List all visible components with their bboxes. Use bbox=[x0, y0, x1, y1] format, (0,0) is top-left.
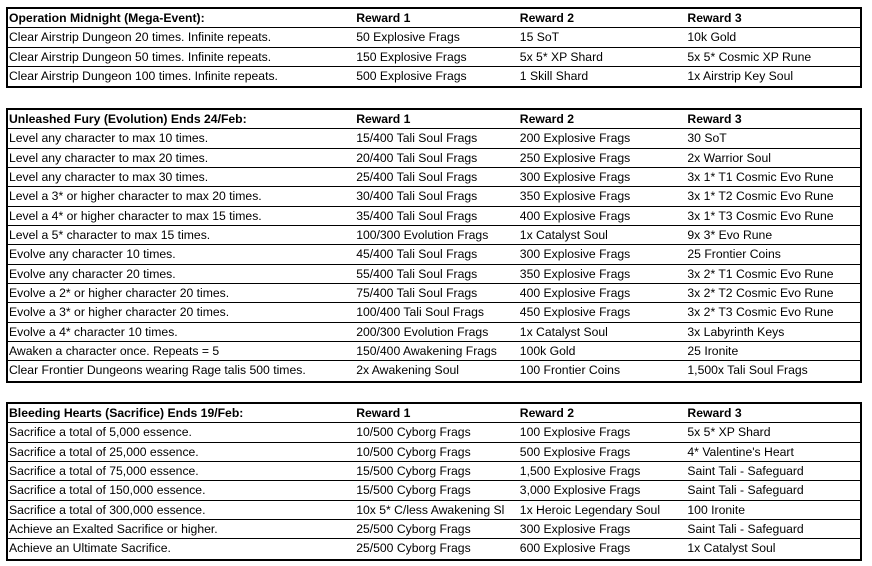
reward-cell: 45/400 Tali Soul Frags bbox=[356, 247, 478, 262]
task-cell: Level a 3* or higher character to max 20 times. bbox=[9, 189, 262, 204]
reward-cell: 450 Explosive Frags bbox=[519, 305, 631, 320]
reward-cell: 1 Skill Shard bbox=[519, 69, 589, 84]
reward-cell: Saint Tali - Safeguard bbox=[687, 464, 804, 479]
reward-cell: 25 Frontier Coins bbox=[687, 247, 781, 262]
reward-cell: 75/400 Tali Soul Frags bbox=[356, 286, 478, 301]
table-row bbox=[8, 539, 860, 558]
task-cell: Clear Frontier Dungeons wearing Rage talis 500 times. bbox=[9, 363, 306, 378]
reward-cell: 600 Explosive Frags bbox=[519, 541, 631, 556]
reward-cell: 35/400 Tali Soul Frags bbox=[356, 208, 478, 223]
reward-cell: 1x Airstrip Key Soul bbox=[687, 69, 794, 84]
reward-cell: 15/400 Tali Soul Frags bbox=[356, 131, 478, 146]
reward-cell: 100k Gold bbox=[519, 344, 576, 359]
reward-cell: 250 Explosive Frags bbox=[519, 150, 631, 165]
reward-cell: 10/500 Cyborg Frags bbox=[356, 425, 471, 440]
reward-column-header: Reward 1 bbox=[356, 11, 411, 25]
table-row bbox=[8, 303, 860, 322]
reward-cell: Saint Tali - Safeguard bbox=[687, 483, 804, 498]
reward-cell: 3x 1* T1 Cosmic Evo Rune bbox=[687, 170, 834, 185]
task-cell: Clear Airstrip Dungeon 20 times. Infinite repeats. bbox=[9, 30, 272, 45]
table-header-row bbox=[8, 404, 860, 423]
reward-cell: 3x 2* T1 Cosmic Evo Rune bbox=[687, 266, 834, 281]
table-row bbox=[8, 520, 860, 539]
task-cell: Level any character to max 20 times. bbox=[9, 150, 209, 165]
reward-cell: 30 SoT bbox=[687, 131, 727, 146]
task-cell: Achieve an Exalted Sacrifice or higher. bbox=[9, 522, 218, 537]
reward-cell: Saint Tali - Safeguard bbox=[687, 522, 804, 537]
reward-cell: 10k Gold bbox=[687, 30, 737, 45]
reward-cell: 3x 1* T3 Cosmic Evo Rune bbox=[687, 208, 834, 223]
reward-cell: 3x 2* T3 Cosmic Evo Rune bbox=[687, 305, 834, 320]
table-row bbox=[8, 226, 860, 245]
reward-cell: 150/400 Awakening Frags bbox=[356, 344, 497, 359]
section-title: Unleashed Fury (Evolution) Ends 24/Feb: bbox=[9, 112, 247, 126]
section-title: Operation Midnight (Mega-Event): bbox=[9, 11, 205, 25]
reward-cell: 200/300 Evolution Frags bbox=[356, 324, 489, 339]
reward-cell: 100 Ironite bbox=[687, 502, 745, 517]
reward-cell: 300 Explosive Frags bbox=[519, 522, 631, 537]
reward-cell: 25/500 Cyborg Frags bbox=[356, 522, 471, 537]
reward-cell: 1,500x Tali Soul Frags bbox=[687, 363, 808, 378]
reward-cell: 1x Heroic Legendary Soul bbox=[519, 502, 661, 517]
reward-cell: 400 Explosive Frags bbox=[519, 208, 631, 223]
reward-column-header: Reward 2 bbox=[519, 112, 574, 126]
task-cell: Sacrifice a total of 75,000 essence. bbox=[9, 464, 199, 479]
task-cell: Achieve an Ultimate Sacrifice. bbox=[9, 541, 171, 556]
task-cell: Evolve a 3* or higher character 20 times. bbox=[9, 305, 230, 320]
table-row bbox=[8, 361, 860, 380]
reward-column-header: Reward 3 bbox=[687, 11, 742, 25]
reward-cell: 50 Explosive Frags bbox=[356, 30, 460, 45]
table-row bbox=[8, 149, 860, 168]
reward-cell: 55/400 Tali Soul Frags bbox=[356, 266, 478, 281]
task-cell: Sacrifice a total of 150,000 essence. bbox=[9, 483, 206, 498]
task-cell: Clear Airstrip Dungeon 50 times. Infinite repeats. bbox=[9, 49, 272, 64]
table-unleashed-fury bbox=[6, 108, 862, 383]
reward-cell: 5x 5* XP Shard bbox=[519, 49, 603, 64]
reward-column-header: Reward 1 bbox=[356, 112, 411, 126]
reward-cell: 25/500 Cyborg Frags bbox=[356, 541, 471, 556]
table-row bbox=[8, 481, 860, 500]
reward-column-header: Reward 2 bbox=[519, 406, 574, 420]
reward-cell: 500 Explosive Frags bbox=[356, 69, 467, 84]
table-row bbox=[8, 168, 860, 187]
task-cell: Level a 5* character to max 15 times. bbox=[9, 228, 211, 243]
reward-cell: 20/400 Tali Soul Frags bbox=[356, 150, 478, 165]
reward-cell: 350 Explosive Frags bbox=[519, 266, 631, 281]
reward-cell: 100/400 Tali Soul Frags bbox=[356, 305, 485, 320]
reward-cell: 100 Frontier Coins bbox=[519, 363, 621, 378]
reward-cell: 150 Explosive Frags bbox=[356, 49, 467, 64]
reward-cell: 10/500 Cyborg Frags bbox=[356, 444, 471, 459]
task-cell: Evolve a 4* character 10 times. bbox=[9, 324, 178, 339]
task-cell: Awaken a character once. Repeats = 5 bbox=[9, 344, 220, 359]
reward-column-header: Reward 1 bbox=[356, 406, 411, 420]
reward-column-header: Reward 3 bbox=[687, 406, 742, 420]
task-cell: Sacrifice a total of 5,000 essence. bbox=[9, 425, 192, 440]
table-row bbox=[8, 265, 860, 284]
task-cell: Evolve a 2* or higher character 20 times. bbox=[9, 286, 230, 301]
reward-column-header: Reward 3 bbox=[687, 112, 742, 126]
section-title: Bleeding Hearts (Sacrifice) Ends 19/Feb: bbox=[9, 406, 244, 420]
reward-cell: 2x Awakening Soul bbox=[356, 363, 459, 378]
reward-cell: 1x Catalyst Soul bbox=[687, 541, 776, 556]
task-cell: Evolve any character 20 times. bbox=[9, 266, 176, 281]
reward-cell: 500 Explosive Frags bbox=[519, 444, 631, 459]
table-operation-midnight bbox=[6, 7, 862, 88]
reward-column-header: Reward 2 bbox=[519, 11, 574, 25]
task-cell: Sacrifice a total of 25,000 essence. bbox=[9, 444, 199, 459]
reward-cell: 25/400 Tali Soul Frags bbox=[356, 170, 478, 185]
table-row bbox=[8, 28, 860, 47]
reward-cell: 10x 5* C/less Awakening Sl bbox=[356, 502, 505, 517]
table-row bbox=[8, 423, 860, 442]
reward-cell: 350 Explosive Frags bbox=[519, 189, 631, 204]
reward-cell: 9x 3* Evo Rune bbox=[687, 228, 773, 243]
table-row bbox=[8, 323, 860, 342]
reward-cell: 1x Catalyst Soul bbox=[519, 324, 608, 339]
reward-cell: 300 Explosive Frags bbox=[519, 247, 631, 262]
reward-cell: 100 Explosive Frags bbox=[519, 425, 631, 440]
reward-cell: 25 Ironite bbox=[687, 344, 739, 359]
task-cell: Evolve any character 10 times. bbox=[9, 247, 176, 262]
table-row bbox=[8, 129, 860, 148]
table-row bbox=[8, 342, 860, 361]
reward-cell: 3x Labyrinth Keys bbox=[687, 324, 785, 339]
task-cell: Clear Airstrip Dungeon 100 times. Infinite repeats. bbox=[9, 69, 278, 84]
reward-cell: 4* Valentine's Heart bbox=[687, 444, 794, 459]
reward-cell: 15 SoT bbox=[519, 30, 560, 45]
table-row bbox=[8, 187, 860, 206]
task-cell: Level any character to max 10 times. bbox=[9, 131, 209, 146]
reward-cell: 1x Catalyst Soul bbox=[519, 228, 608, 243]
reward-cell: 5x 5* XP Shard bbox=[687, 425, 771, 440]
reward-cell: 2x Warrior Soul bbox=[687, 150, 771, 165]
task-cell: Level any character to max 30 times. bbox=[9, 170, 209, 185]
reward-cell: 3,000 Explosive Frags bbox=[519, 483, 641, 498]
table-row bbox=[8, 462, 860, 481]
task-cell: Sacrifice a total of 300,000 essence. bbox=[9, 502, 206, 517]
reward-cell: 200 Explosive Frags bbox=[519, 131, 631, 146]
reward-cell: 5x 5* Cosmic XP Rune bbox=[687, 49, 812, 64]
table-row bbox=[8, 284, 860, 303]
reward-cell: 3x 1* T2 Cosmic Evo Rune bbox=[687, 189, 834, 204]
table-row bbox=[8, 443, 860, 462]
table-row bbox=[8, 501, 860, 520]
reward-cell: 100/300 Evolution Frags bbox=[356, 228, 489, 243]
table-row bbox=[8, 48, 860, 67]
reward-cell: 15/500 Cyborg Frags bbox=[356, 483, 471, 498]
reward-cell: 400 Explosive Frags bbox=[519, 286, 631, 301]
table-row bbox=[8, 67, 860, 86]
reward-cell: 3x 2* T2 Cosmic Evo Rune bbox=[687, 286, 834, 301]
reward-cell: 15/500 Cyborg Frags bbox=[356, 464, 471, 479]
task-cell: Level a 4* or higher character to max 15 times. bbox=[9, 208, 262, 223]
table-header-row bbox=[8, 110, 860, 129]
table-bleeding-hearts bbox=[6, 402, 862, 561]
reward-cell: 30/400 Tali Soul Frags bbox=[356, 189, 478, 204]
table-header-row bbox=[8, 9, 860, 28]
table-row bbox=[8, 245, 860, 264]
reward-cell: 1,500 Explosive Frags bbox=[519, 464, 641, 479]
table-row bbox=[8, 207, 860, 226]
reward-cell: 300 Explosive Frags bbox=[519, 170, 631, 185]
